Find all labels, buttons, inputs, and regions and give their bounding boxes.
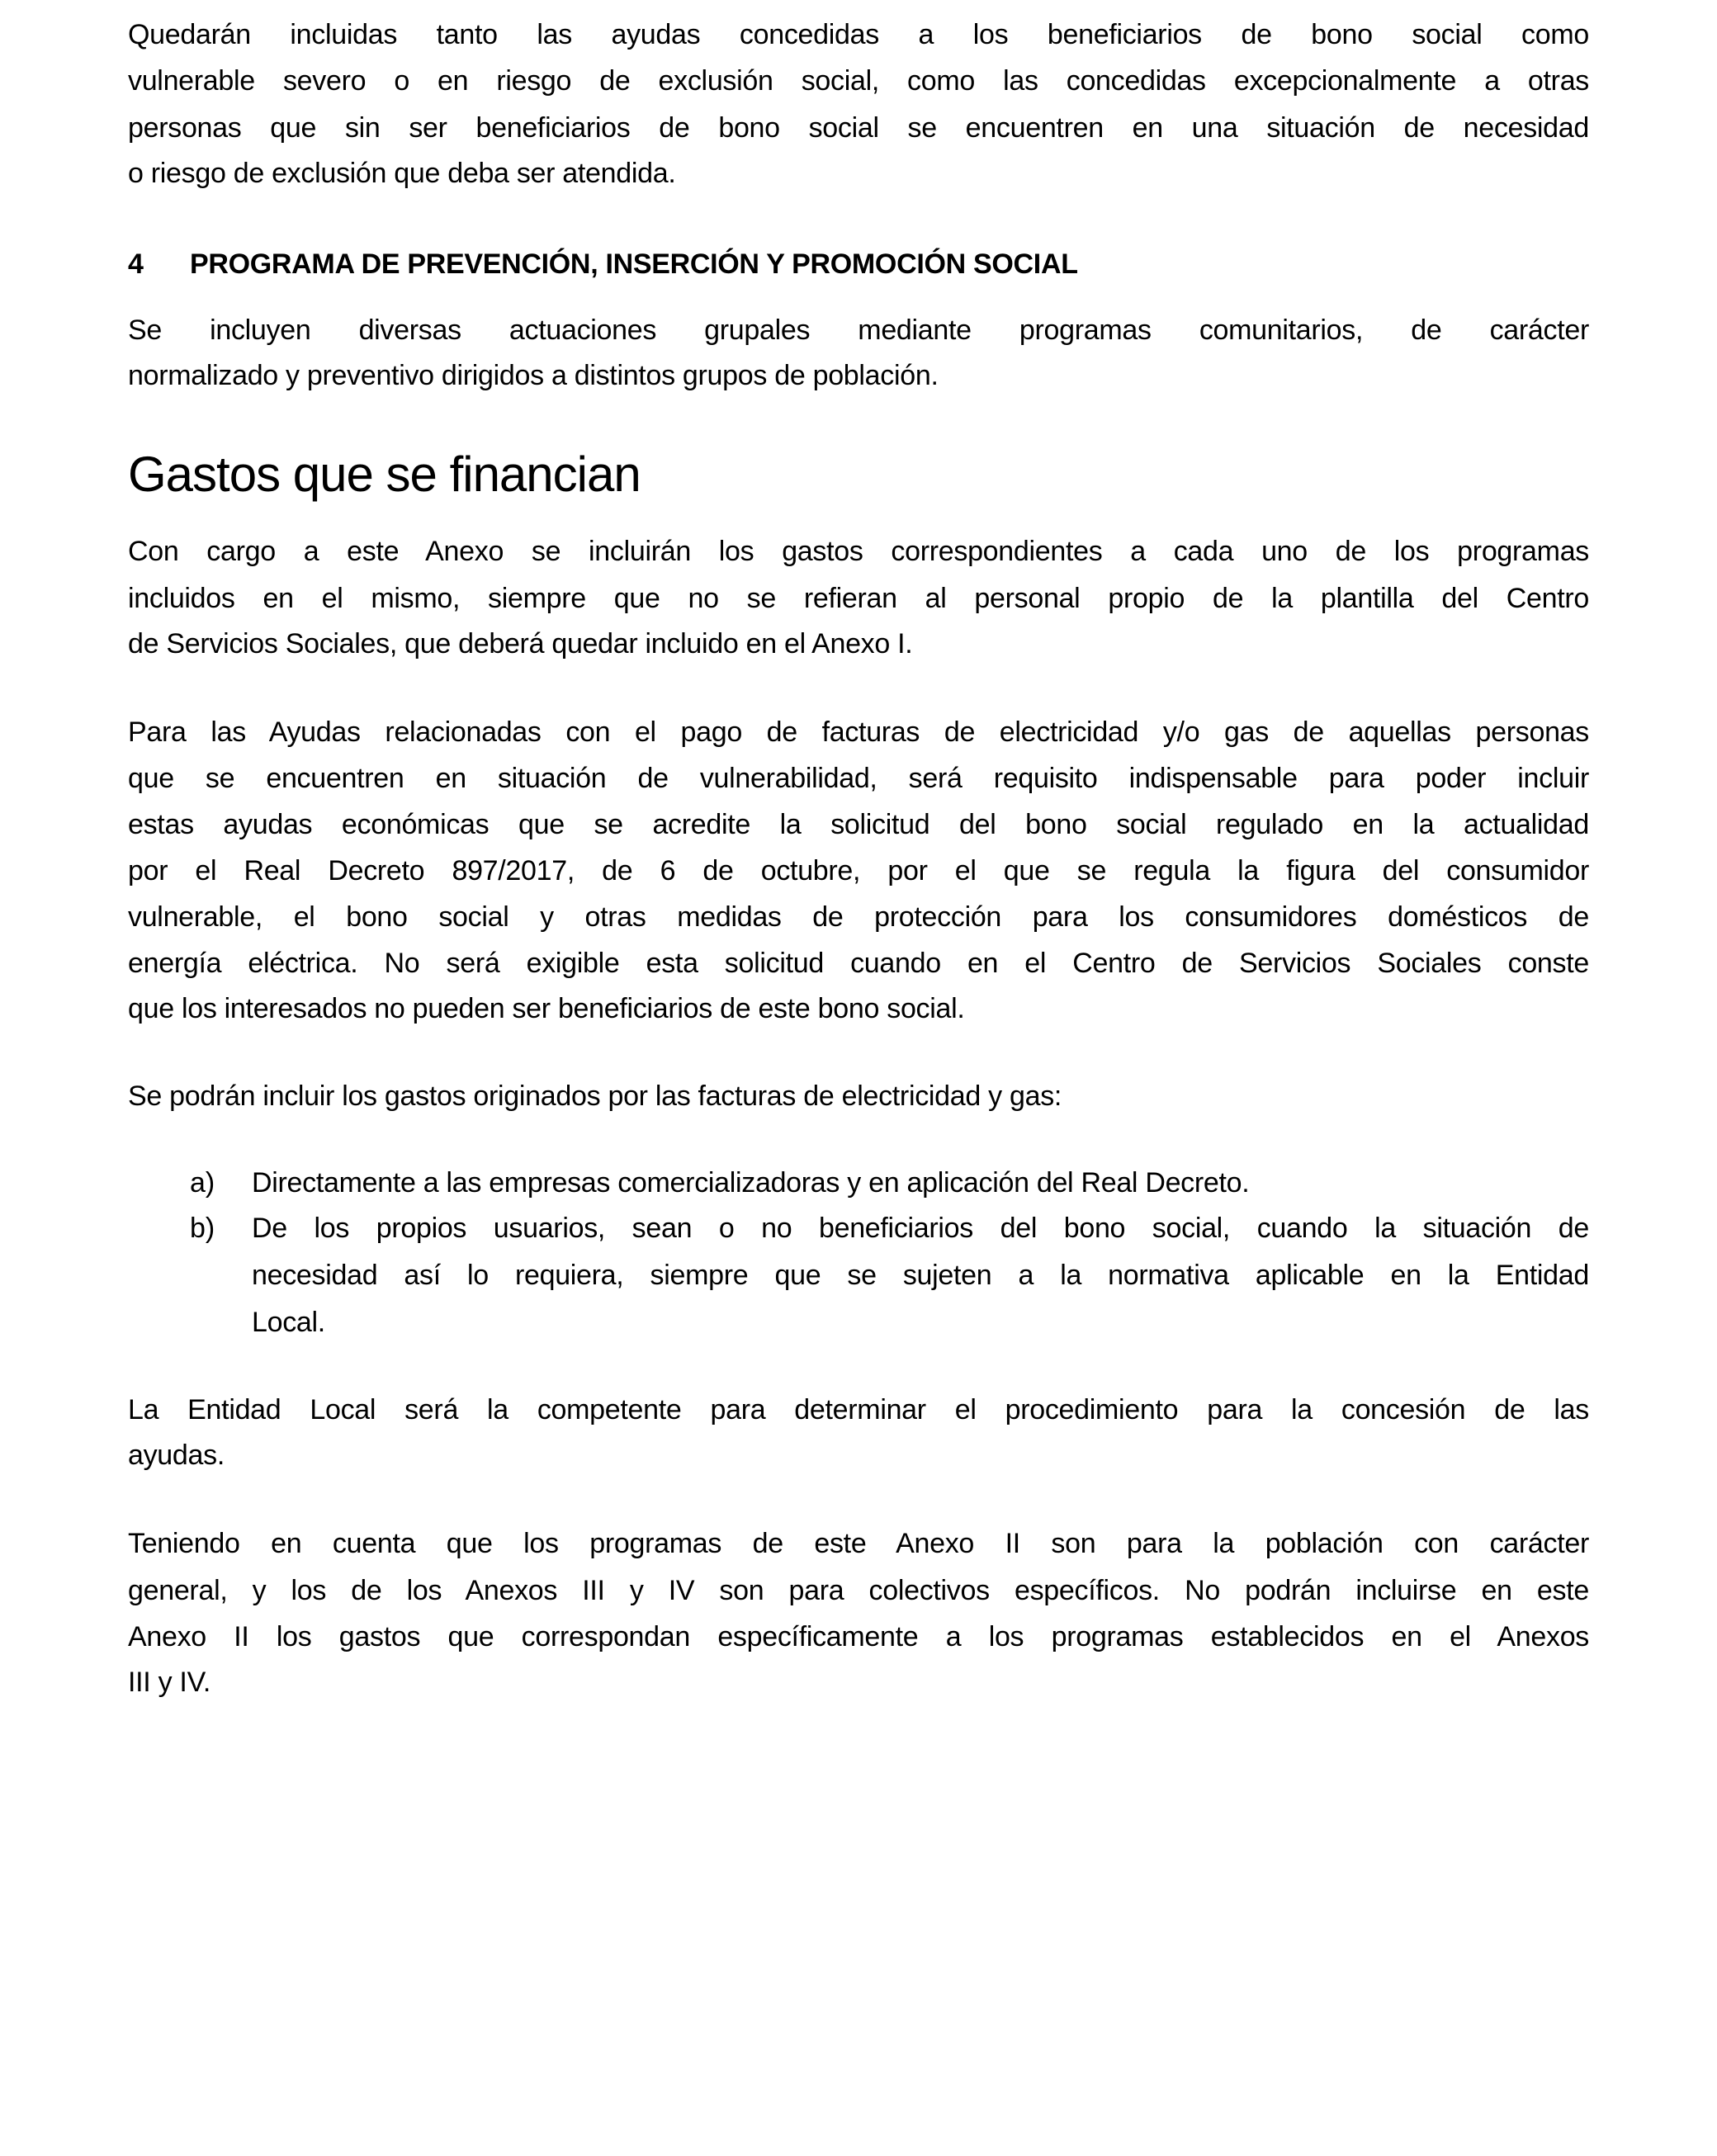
list-item-line: necesidad así lo requiera, siempre que se sujeten a la normativa aplicable en la Entidad <box>252 1260 1589 1291</box>
section-title: PROGRAMA DE PREVENCIÓN, INSERCIÓN Y PROMOCIÓN SOCIAL <box>190 248 1078 280</box>
text-line: estas ayudas económicas que se acredite la solicitud del bono social regulado en la actualidad <box>128 809 1589 840</box>
text-line: La Entidad Local será la competente para determinar el procedimiento para la concesión de las <box>128 1394 1589 1426</box>
list-marker: a) <box>190 1167 215 1199</box>
text-line: de Servicios Sociales, que deberá quedar incluido en el Anexo I. <box>128 628 913 660</box>
text-line: incluidos en el mismo, siempre que no se refieran al personal propio de la plantilla del Centro <box>128 583 1589 614</box>
text-line: vulnerable severo o en riesgo de exclusión social, como las concedidas excepcionalmente a otras <box>128 65 1589 97</box>
text-line: o riesgo de exclusión que deba ser atendida. <box>128 158 676 189</box>
text-line: Anexo II los gastos que correspondan específicamente a los programas establecidos en el Anexos <box>128 1621 1589 1652</box>
text-line: vulnerable, el bono social y otras medidas de protección para los consumidores domésticos de <box>128 901 1589 933</box>
list-item-line: De los propios usuarios, sean o no beneficiarios del bono social, cuando la situación de <box>252 1213 1589 1244</box>
list-item-line: Local. <box>252 1307 325 1338</box>
text-line: energía eléctrica. No será exigible esta solicitud cuando en el Centro de Servicios Sociales conste <box>128 948 1589 979</box>
text-line: normalizado y preventivo dirigidos a distintos grupos de población. <box>128 360 939 391</box>
text-line: Con cargo a este Anexo se incluirán los gastos correspondientes a cada uno de los programas <box>128 536 1589 567</box>
text-line: Teniendo en cuenta que los programas de este Anexo II son para la población con carácter <box>128 1528 1589 1559</box>
section-heading <box>128 241 1589 287</box>
list-marker: b) <box>190 1213 215 1244</box>
text-line: general, y los de los Anexos III y IV son para colectivos específicos. No podrán incluirse en este <box>128 1575 1589 1606</box>
text-line: por el Real Decreto 897/2017, de 6 de octubre, por el que se regula la figura del consumidor <box>128 855 1589 887</box>
page-heading: Gastos que se financian <box>128 447 641 502</box>
text-line: Se incluyen diversas actuaciones grupales mediante programas comunitarios, de carácter <box>128 314 1589 346</box>
text-line: que se encuentren en situación de vulnerabilidad, será requisito indispensable para poder incluir <box>128 763 1589 794</box>
text-line: personas que sin ser beneficiarios de bono social se encuentren en una situación de necesidad <box>128 112 1589 144</box>
list-item-line: Directamente a las empresas comercializadoras y en aplicación del Real Decreto. <box>252 1167 1250 1199</box>
text-line: Quedarán incluidas tanto las ayudas concedidas a los beneficiarios de bono social como <box>128 19 1589 50</box>
text-line: ayudas. <box>128 1440 225 1471</box>
text-line: Se podrán incluir los gastos originados por las facturas de electricidad y gas: <box>128 1080 1062 1112</box>
text-line: III y IV. <box>128 1667 210 1698</box>
section-number: 4 <box>128 248 144 280</box>
text-line: Para las Ayudas relacionadas con el pago de facturas de electricidad y/o gas de aquellas personas <box>128 716 1589 748</box>
text-line: que los interesados no pueden ser beneficiarios de este bono social. <box>128 993 965 1024</box>
